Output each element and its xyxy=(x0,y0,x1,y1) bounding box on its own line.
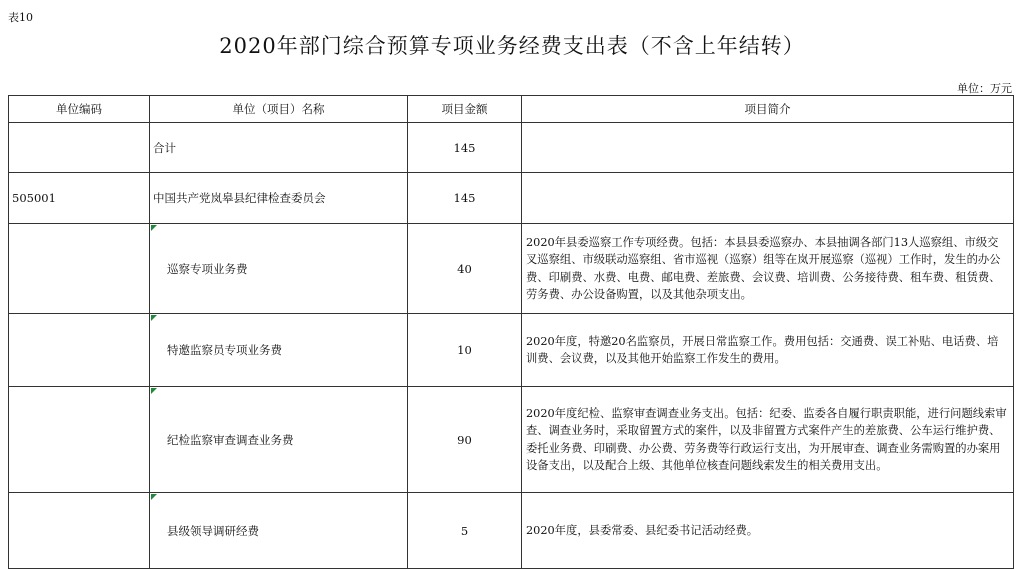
cell-name[interactable]: 合计 xyxy=(150,123,408,173)
cell-code[interactable] xyxy=(9,224,150,314)
cell-amount[interactable]: 90 xyxy=(408,387,522,493)
table-row xyxy=(9,224,1014,314)
total-row xyxy=(9,123,1014,173)
cell-code[interactable]: 505001 xyxy=(9,173,150,224)
table-row xyxy=(9,314,1014,387)
unit-label: 单位：万元 xyxy=(957,82,1012,95)
cell-code[interactable] xyxy=(9,387,150,493)
cell-code[interactable] xyxy=(9,493,150,569)
cell-amount[interactable]: 145 xyxy=(408,123,522,173)
cell-desc[interactable] xyxy=(522,173,1014,224)
cell-name[interactable]: 特邀监察员专项业务费 xyxy=(150,314,408,387)
cell-amount[interactable]: 145 xyxy=(408,173,522,224)
header-desc: 项目简介 xyxy=(522,96,1014,123)
cell-amount[interactable]: 10 xyxy=(408,314,522,387)
dept-row xyxy=(9,173,1014,224)
budget-table xyxy=(8,95,1014,569)
sheet-label: 表10 xyxy=(8,11,33,24)
cell-desc[interactable]: 2020年度，特邀20名监察员，开展日常监察工作。费用包括：交通费、误工补贴、电话费、培训费、会议费，以及其他开始监察工作发生的费用。 xyxy=(522,314,1014,387)
cell-desc[interactable] xyxy=(522,123,1014,173)
header-amount: 项目金额 xyxy=(408,96,522,123)
page-title: 2020年部门综合预算专项业务经费支出表（不含上年结转） xyxy=(219,34,805,58)
cell-name[interactable]: 纪检监察审查调查业务费 xyxy=(150,387,408,493)
table-row xyxy=(9,387,1014,493)
cell-desc[interactable]: 2020年度，县委常委、县纪委书记活动经费。 xyxy=(522,493,1014,569)
cell-name[interactable]: 巡察专项业务费 xyxy=(150,224,408,314)
table-row xyxy=(9,493,1014,569)
cell-amount[interactable]: 5 xyxy=(408,493,522,569)
cell-code[interactable] xyxy=(9,314,150,387)
header-name: 单位（项目）名称 xyxy=(150,96,408,123)
cell-name[interactable]: 中国共产党岚皋县纪律检查委员会 xyxy=(150,173,408,224)
cell-desc[interactable]: 2020年度纪检、监察审查调查业务支出。包括：纪委、监委各自履行职责职能，进行问题线索审查、调查业务时，采取留置方式的案件，以及非留置方式案件产生的差旅费、公车运行维护费、委托业务费、印刷费、办公费、劳务费等行政运行支出，为开展审查、调查业务需购置的办案用设备支出，以及配合上级、其他单位核查问题线索发生的相关费用支出。 xyxy=(522,387,1014,493)
cell-amount[interactable]: 40 xyxy=(408,224,522,314)
cell-name[interactable]: 县级领导调研经费 xyxy=(150,493,408,569)
cell-desc[interactable]: 2020年县委巡察工作专项经费。包括：本县县委巡察办、本县抽调各部门13人巡察组、市级交叉巡察组、市级联动巡察组、省市巡视（巡察）组等在岚开展巡察（巡视）工作时，发生的办公费、印刷费、水费、电费、邮电费、差旅费、会议费、培训费、公务接待费、租车费、租赁费、劳务费、办公设备购置，以及其他杂项支出。 xyxy=(522,224,1014,314)
header-row xyxy=(9,96,1014,123)
header-code: 单位编码 xyxy=(9,96,150,123)
cell-code[interactable] xyxy=(9,123,150,173)
